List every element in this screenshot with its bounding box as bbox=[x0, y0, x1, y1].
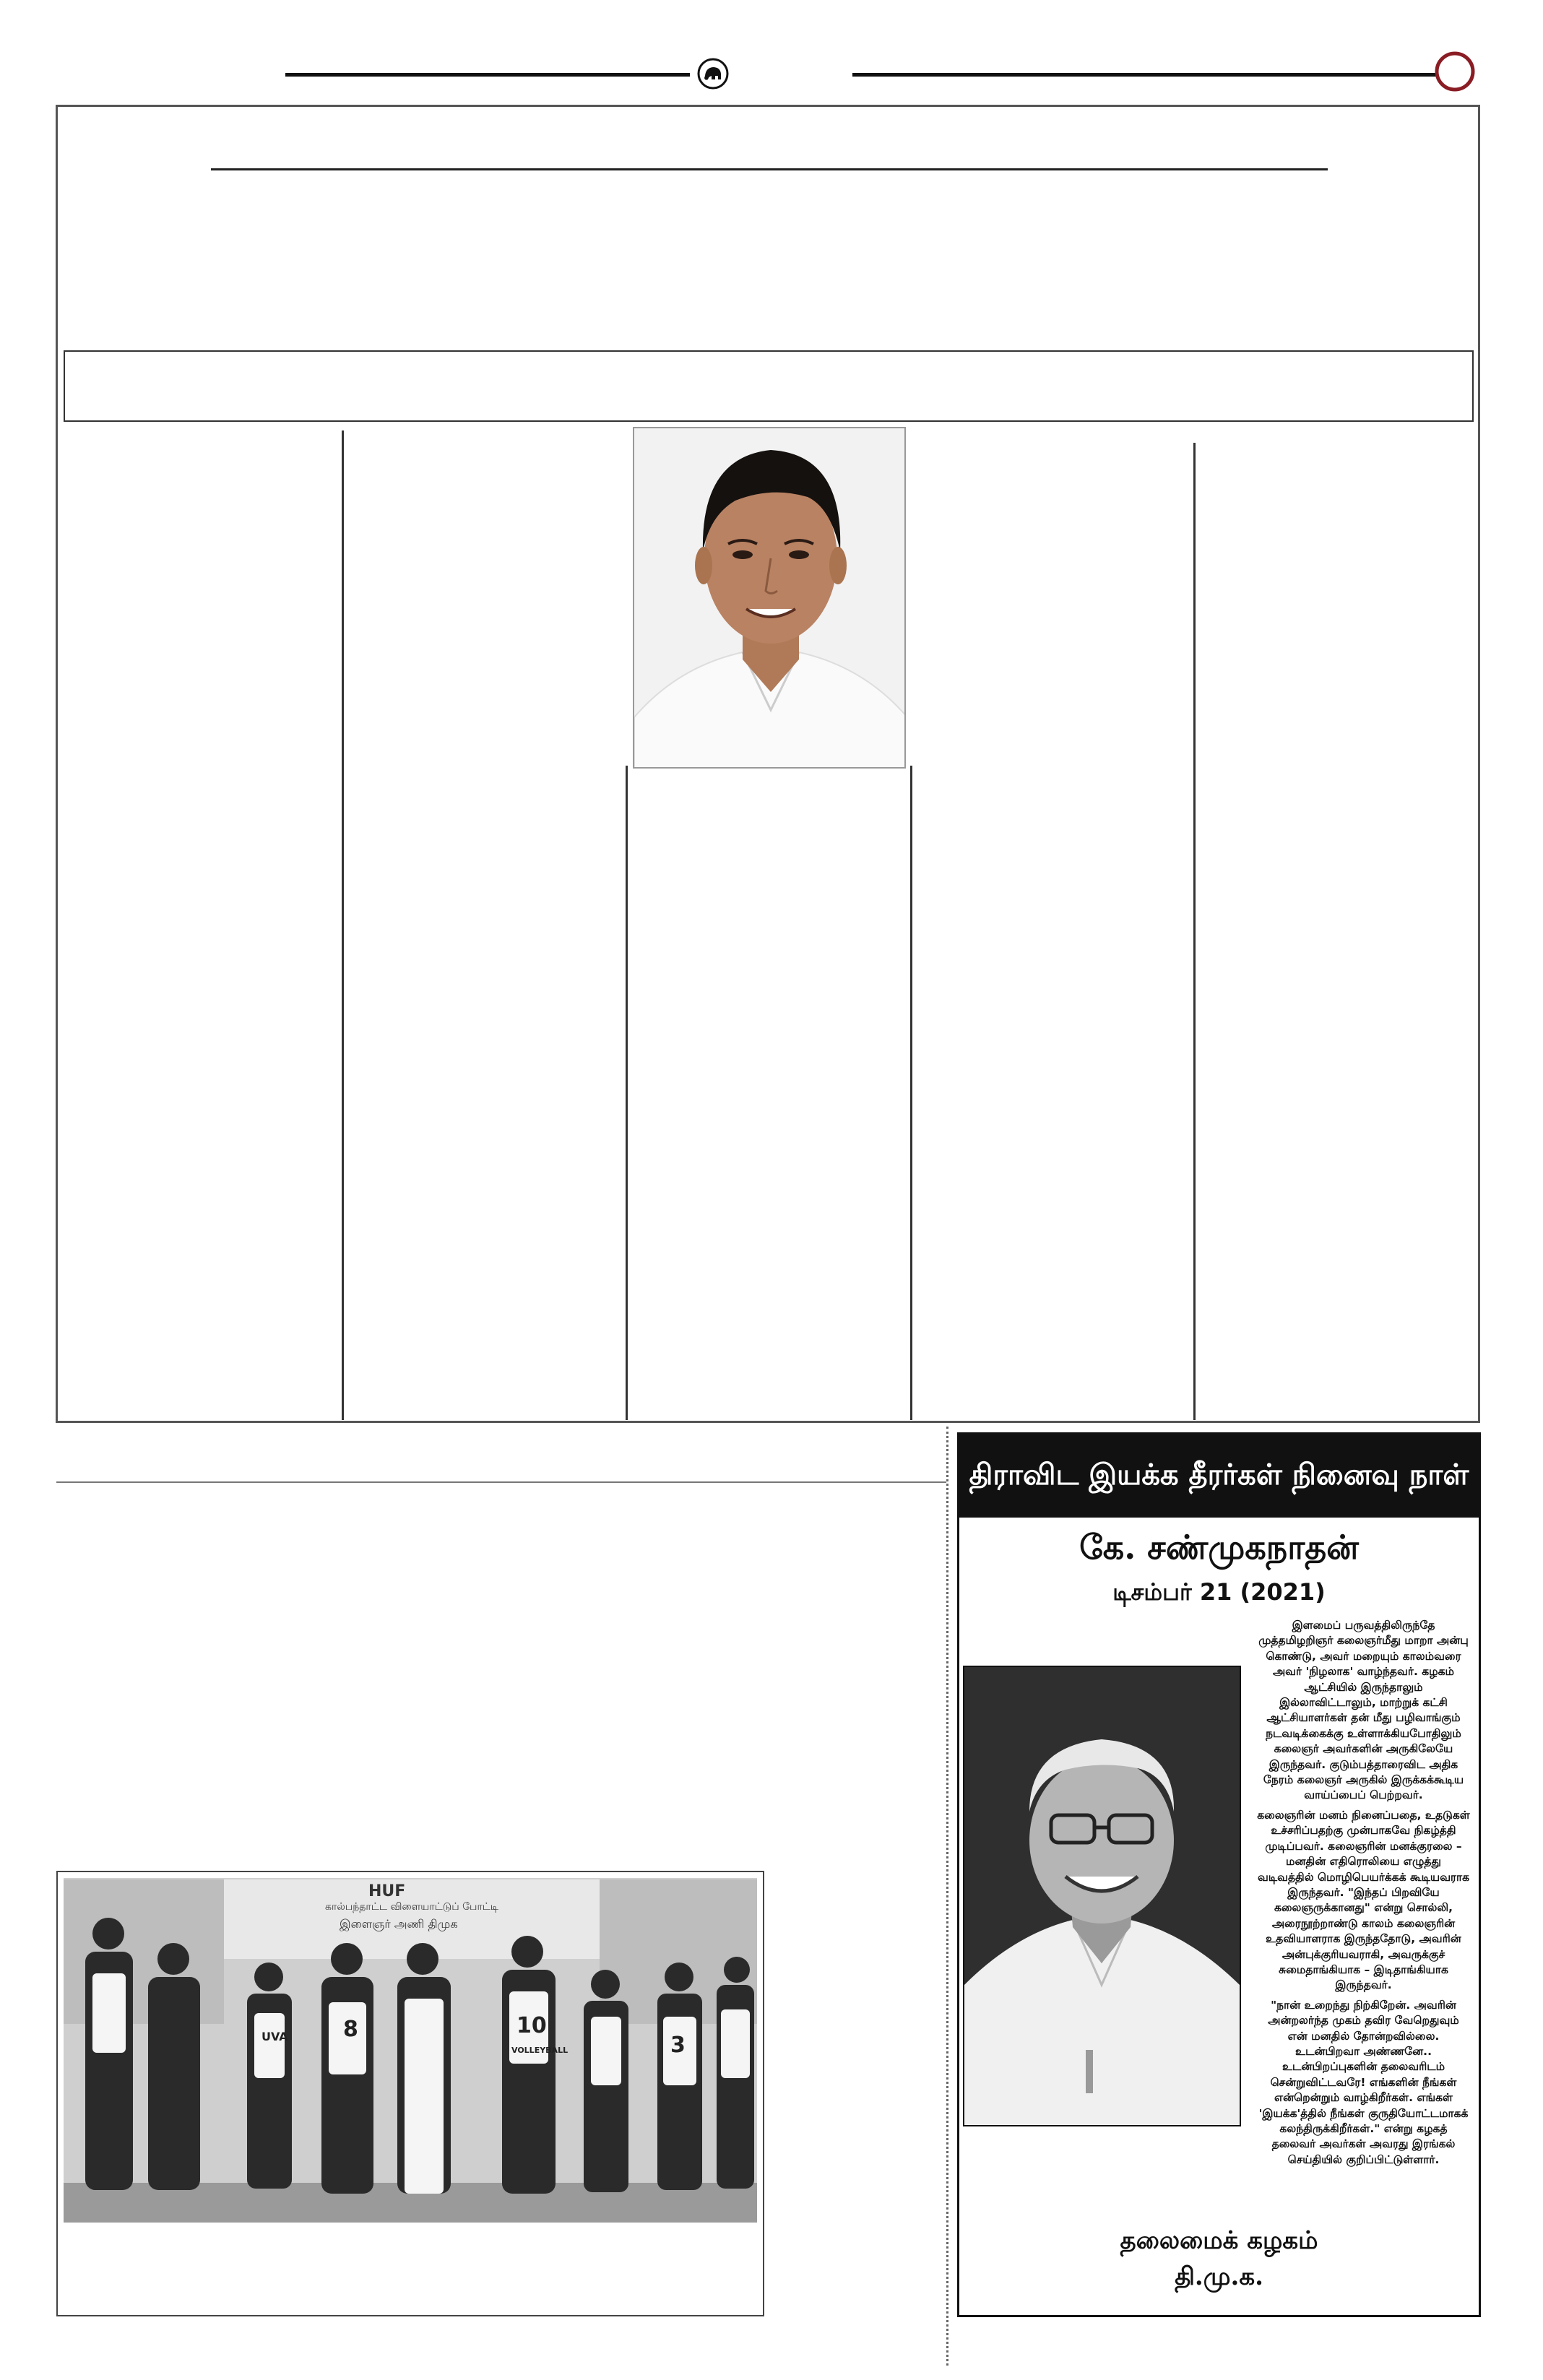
headline-underline bbox=[211, 168, 1328, 170]
group-photo-frame bbox=[56, 1871, 764, 2316]
portrait-photo bbox=[633, 427, 906, 769]
column-rule-2 bbox=[626, 766, 628, 1420]
obituary-paragraph-1: இளமைப் பருவத்திலிருந்தே முத்தமிழறிஞர் கலைஞர்மீது மாறா அன்பு கொண்டு, அவர் மறையும் காலம்வரை அவர் 'நிழலாக' வாழ்ந்தவர். கழகம் ஆட்சியில் இருந்தாலும் இல்லாவிட்டாலும், மாற்றுக் கட்சி ஆட்சியாளர்கள் தன் மீது பழிவாங்கும் நடவடிக்கைக்கு உள்ளாக்கியபோதிலும் கலைஞர் அவர்களின் அருகிலேயே இருந்தவர். குடும்பத்தாரைவிட அதிக நேரம் கலைஞர் அருகில் இருக்கக்கூடிய வாய்ப்பைப் பெற்றவர். bbox=[1258, 1619, 1469, 1802]
subheadline-box bbox=[64, 350, 1474, 422]
elephant-emblem-icon bbox=[697, 58, 729, 90]
page-number-circle bbox=[1434, 51, 1476, 92]
masthead-rule-right bbox=[852, 73, 1441, 77]
jersey-label-uva: UVA bbox=[262, 2030, 288, 2043]
column-rule-1 bbox=[342, 430, 344, 1420]
obituary-paragraph-2: கலைஞரின் மனம் நினைப்பதை, உதடுகள் உச்சரிப்பதற்கு முன்பாகவே நிகழ்த்தி முடிப்பவர். கலைஞரின் மனக்குரலை – மனதின் எதிரொலியை எழுத்து வடிவத்தில் மொழிபெயர்க்கக் கூடியவராக இருந்தவர். "இந்தப் பிறவியே கலைஞருக்கானது" என்று சொல்லி, அரைநூற்றாண்டு காலம் கலைஞரின் உதவியாளராக இருந்ததோடு, அவரின் அன்புக்குரியவராகி, அவருக்குச் சுமைதாங்கியாக – இடிதாங்கியாக இருந்தவர். bbox=[1257, 1808, 1470, 1992]
jersey-volleyball: VOLLEYBALL bbox=[511, 2046, 569, 2055]
obituary-portrait bbox=[963, 1666, 1241, 2126]
obituary-body bbox=[1257, 1618, 1470, 2172]
section-rule-bottom-left bbox=[56, 1481, 946, 1483]
obituary-date: டிசம்பர் 21 (2021) bbox=[1112, 1578, 1326, 1606]
masthead-rule-left bbox=[285, 73, 690, 77]
obituary-name: கே. சண்முகநாதன் bbox=[1079, 1528, 1359, 1567]
obituary-banner-text: திராவிட இயக்க தீரர்கள் நினைவு நாள் bbox=[969, 1458, 1469, 1492]
jersey-number-8: 8 bbox=[343, 2017, 358, 2042]
obituary-footer-line2: தி.மு.க. bbox=[1175, 2262, 1263, 2291]
jersey-number-10: 10 bbox=[517, 2013, 547, 2038]
dotted-column-divider bbox=[946, 1427, 948, 2366]
group-photo-banner-line2: கால்பந்தாட்ட விளையாட்டுப் போட்டி bbox=[325, 1901, 499, 1913]
obituary-footer-line1: தலைமைக் கழகம் bbox=[1120, 2226, 1318, 2255]
obituary-paragraph-3: "நான் உறைந்து நிற்கிறேன். அவரின் அன்றலர்ந்த முகம் தவிர வேறெதுவும் என் மனதில் தோன்றவில்லை. உடன்பிறவா அண்ணனே.. உடன்பிறப்புகளின் தலைவரிடம் சென்றுவிட்டவரே! எங்களின் நீங்கள் என்றென்றும் வாழ்கிறீர்கள். எங்கள் 'இயக்க'த்தில் நீங்கள் குருதியோட்டமாகக் கலந்திருக்கிறீர்கள்." என்று கழகத் தலைவர் அவர்கள் அவரது இரங்கல் செய்தியில் குறிப்பிட்டுள்ளார். bbox=[1258, 1998, 1469, 2166]
group-photo-banner-line3: இளைஞர் அணி திமுக bbox=[340, 1917, 458, 1931]
group-photo-banner-line1: HUF bbox=[368, 1882, 406, 1900]
column-rule-4 bbox=[1193, 443, 1196, 1420]
jersey-number-3: 3 bbox=[670, 2033, 686, 2058]
column-rule-3 bbox=[910, 766, 912, 1420]
